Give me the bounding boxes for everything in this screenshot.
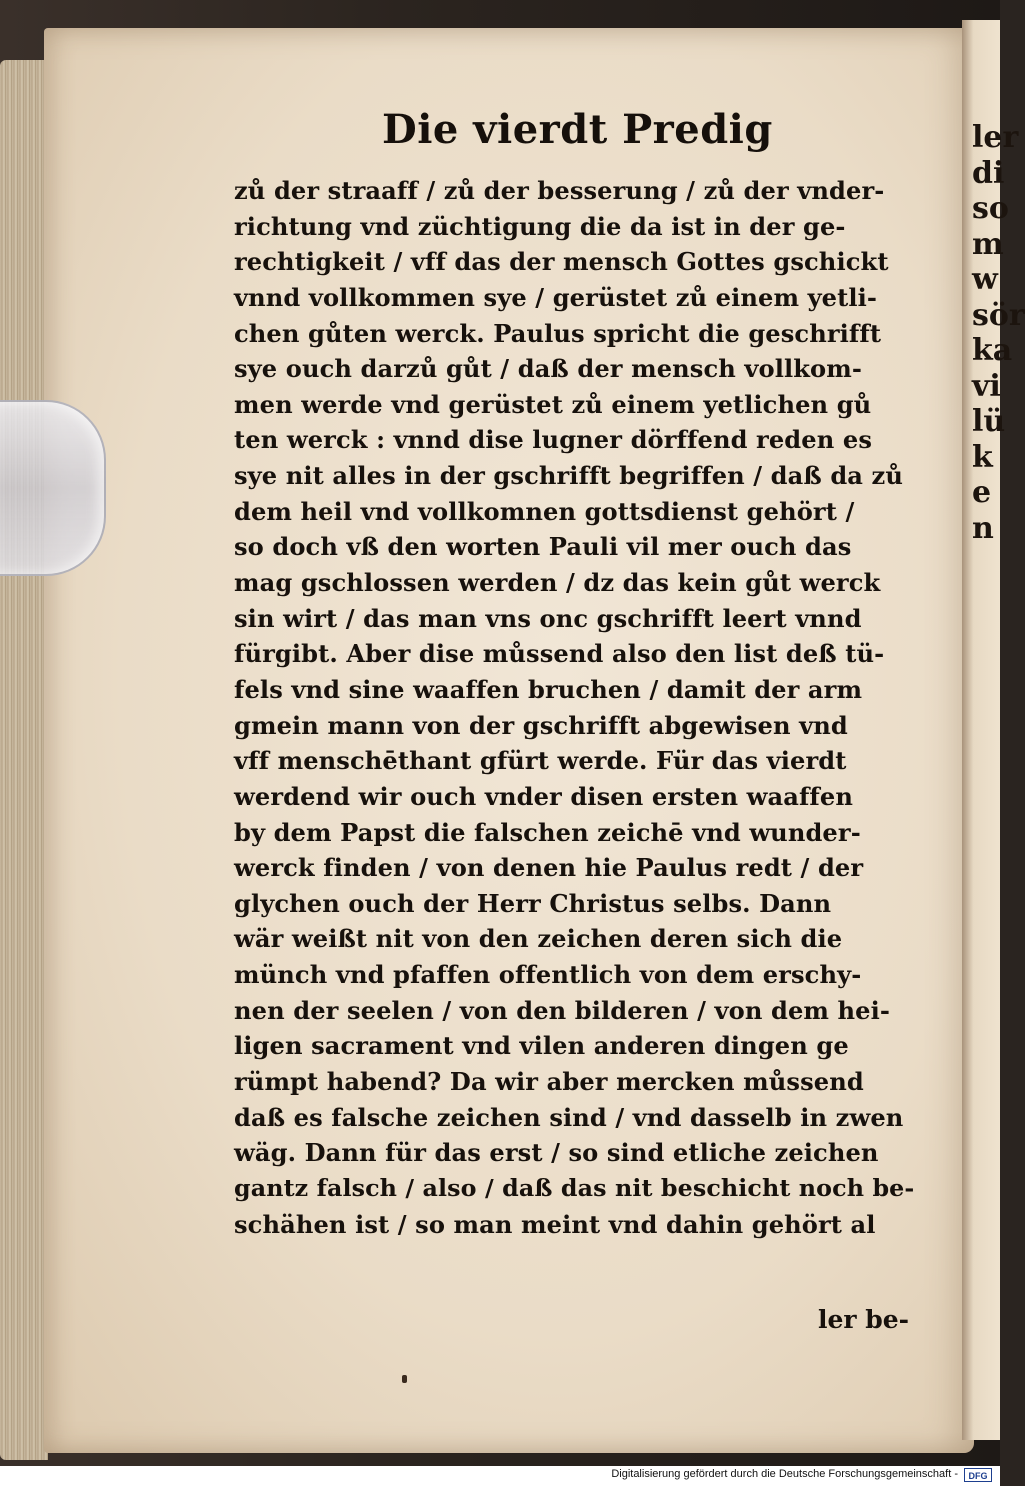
next-page-fragment: w <box>972 262 998 297</box>
next-page-fragment <box>972 830 1000 866</box>
next-page-fragment: n <box>972 510 994 546</box>
text-line: by dem Papst die falschen zeichē vnd wunder- <box>234 817 861 847</box>
text-line: daß es falsche zeichen sind / vnd dasselb in zwen <box>234 1102 904 1132</box>
next-page-fragment <box>972 688 1000 724</box>
text-line: werck finden / von denen hie Paulus redt / der <box>234 853 864 883</box>
next-page-fragment: k <box>972 439 993 475</box>
text-line: gmein mann von der gschrifft abgewisen vnd <box>234 710 848 740</box>
text-line: men werde vnd gerüstet zů einem yetlichen gů <box>234 389 872 419</box>
text-line: richtung vnd züchtigung die da ist in der ge- <box>234 211 846 241</box>
next-page-fragment <box>972 759 1000 795</box>
next-page-fragment: ler <box>972 120 1019 155</box>
text-line: schähen ist / so man meint vnd dahin gehört al <box>234 1209 876 1239</box>
text-line: sin wirt / das man vns onc gschrifft leert vnnd <box>234 603 862 633</box>
dfg-logo: DFG <box>964 1468 992 1482</box>
next-page-fragment <box>972 1079 1000 1115</box>
page-mark <box>402 1375 407 1383</box>
next-page-fragment <box>972 866 1000 902</box>
next-page-fragment: ka <box>972 333 1013 368</box>
text-line: dem heil vnd vollkomnen gottsdienst gehört / <box>234 496 855 526</box>
next-page-fragment: vi <box>972 368 1001 404</box>
next-page-fragment: sör <box>972 297 1025 333</box>
text-line: münch vnd pfaffen offentlich von dem erschy- <box>234 960 862 990</box>
next-page-fragment: lü <box>972 404 1006 439</box>
text-line: nen der seelen / von den bilderen / von dem hei- <box>234 995 890 1025</box>
next-page-fragments <box>972 120 1025 1320</box>
next-page-fragment <box>972 724 1000 760</box>
next-page-fragment <box>972 653 1000 689</box>
text-line: glychen ouch der Herr Christus selbs. Dann <box>234 888 832 918</box>
next-page-fragment <box>972 617 1000 653</box>
next-page-fragment <box>972 546 1000 582</box>
text-line: chen gůten werck. Paulus spricht die geschrifft <box>234 318 882 348</box>
text-line: zů der straaff / zů der besserung / zů der vnder- <box>234 176 885 205</box>
text-line: ligen sacrament vnd vilen anderen dingen ge <box>234 1031 849 1061</box>
next-page-fragment <box>972 1008 1000 1044</box>
next-page-fragment <box>972 972 1000 1008</box>
text-line: werdend wir ouch vnder disen ersten waaffen <box>234 781 853 811</box>
next-page-fragment <box>972 1114 1000 1150</box>
catchword: ler be- <box>818 1305 910 1334</box>
text-line: rechtigkeit / vff das der mensch Gottes gschickt <box>234 247 889 277</box>
text-line: ten werck : vnnd dise lugner dörffend reden es <box>234 425 872 455</box>
text-line: fels vnd sine waaffen bruchen / damit der arm <box>234 674 863 704</box>
next-page-fragment: so <box>972 191 1009 226</box>
text-line: wäg. Dann für das erst / so sind etliche zeichen <box>234 1138 879 1168</box>
text-line: vnnd vollkommen sye / gerüstet zů einem yetli- <box>234 282 878 312</box>
text-line: sye ouch darzů gůt / daß der mensch vollkom- <box>234 354 862 384</box>
footer-funding-text: Digitalisierung gefördert durch die Deutsche Forschungsgemeinschaft - <box>611 1468 958 1480</box>
book-page-edges <box>0 60 48 1460</box>
text-line: so doch vß den worten Pauli vil mer ouch das <box>234 532 852 562</box>
plastic-page-clip <box>0 400 106 576</box>
text-line: gantz falsch / also / daß das nit beschicht noch be- <box>234 1173 915 1202</box>
text-line: wär weißt nit von den zeichen deren sich die <box>234 924 843 954</box>
next-page-fragment <box>972 795 1000 831</box>
text-line: sye nit alles in der gschrifft begriffen / daß da zů <box>234 461 903 491</box>
text-line: fürgibt. Aber dise můssend also den list deß tü- <box>234 639 885 669</box>
next-page-fragment <box>972 1043 1000 1079</box>
running-head: Die vierdt Predig <box>382 106 773 153</box>
next-page-fragment: di <box>972 155 1005 191</box>
text-line: vff menschēthant gfürt werde. Für das vierdt <box>234 746 847 776</box>
next-page-fragment: e <box>972 475 992 510</box>
next-page-fragment <box>972 937 1000 973</box>
text-line: mag gschlossen werden / dz das kein gůt werck <box>234 568 881 598</box>
next-page-fragment: m <box>972 226 1004 262</box>
next-page-fragment <box>972 582 1000 618</box>
body-text <box>234 173 924 1242</box>
text-line: rümpt habend? Da wir aber mercken můssend <box>234 1067 864 1097</box>
next-page-fragment <box>972 901 1000 937</box>
